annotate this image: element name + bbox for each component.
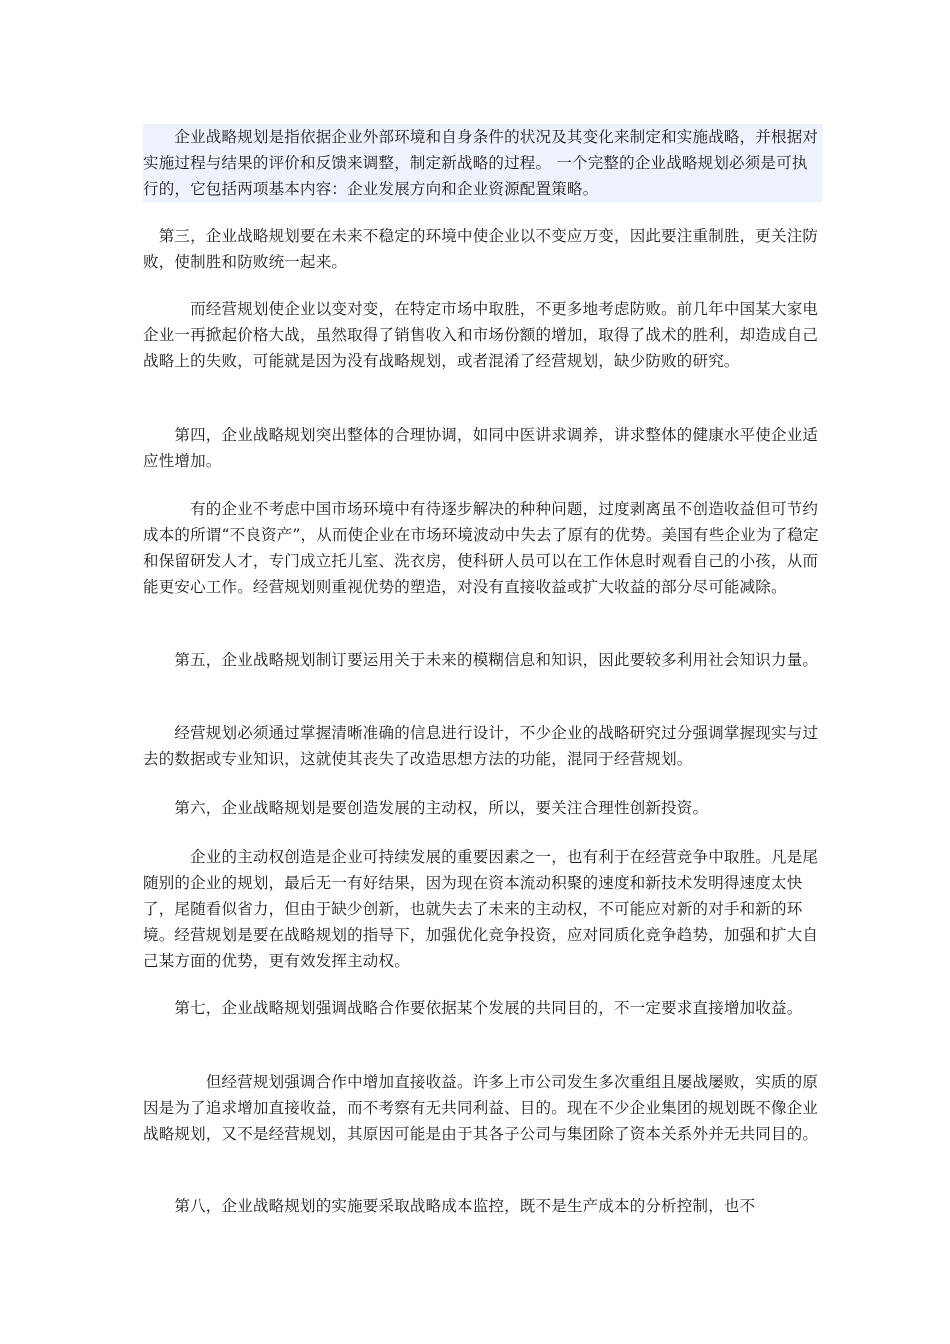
paragraph-point-6: 第六，企业战略规划是要创造发展的主动权，所以，要关注合理性创新投资。 [143, 799, 709, 817]
paragraph-point-3-detail: 而经营规划使企业以变对变，在特定市场中取胜，不更多地考虑防败。前几年中国某大家电企业一再掀起价格大战，虽然取得了销售收入和市场份额的增加，取得了战术的胜利，却造成自己战略上的失败，可能就是因为没有战略规划，或者混淆了经营规划，缺少防败的研究。 [143, 300, 819, 370]
paragraph-point-5-detail: 经营规划必须通过掌握清晰准确的信息进行设计，不少企业的战略研究过分强调掌握现实与过去的数据或专业知识，这就使其丧失了改造思想方法的功能，混同于经营规划。 [143, 724, 819, 768]
paragraph-point-4-detail: 有的企业不考虑中国市场环境中有待逐步解决的种种问题，过度剥离虽不创造收益但可节约成本的所谓“不良资产”，从而使企业在市场环境波动中失去了原有的优势。美国有些企业为了稳定和保留研发人才，专门成立托儿室、洗衣房，使科研人员可以在工作休息时观看自己的小孩，从而能更安心工作。经营规划则重视优势的塑造，对没有直接收益或扩大收益的部分尽可能减除。 [143, 500, 819, 596]
paragraph-point-4: 第四，企业战略规划突出整体的合理协调，如同中医讲求调养，讲求整体的健康水平使企业适应性增加。 [143, 426, 819, 470]
paragraph-point-5: 第五，企业战略规划制订要运用关于未来的模糊信息和知识，因此要较多利用社会知识力量。 [143, 651, 819, 669]
paragraph-intro: 企业战略规划是指依据企业外部环境和自身条件的状况及其变化来制定和实施战略，并根据对实施过程与结果的评价和反馈来调整，制定新战略的过程。 一个完整的企业战略规划必须是可执行的，它包括两项基本内容：企业发展方向和企业资源配置策略。 [143, 124, 823, 202]
paragraph-point-3: 第三，企业战略规划要在未来不稳定的环境中使企业以不变应万变，因此要注重制胜，更关注防败，使制胜和防败统一起来。 [143, 227, 819, 271]
paragraph-point-7-detail: 但经营规划强调合作中增加直接收益。许多上市公司发生多次重组且屡战屡败，实质的原因是为了追求增加直接收益，而不考察有无共同利益、目的。现在不少企业集团的规划既不像企业战略规划，又不是经营规划，其原因可能是由于其各子公司与集团除了资本关系外并无共同目的。 [143, 1073, 819, 1143]
paragraph-point-8: 第八，企业战略规划的实施要采取战略成本监控，既不是生产成本的分析控制，也不 [143, 1197, 756, 1215]
paragraph-point-6-detail: 企业的主动权创造是企业可持续发展的重要因素之一，也有利于在经营竞争中取胜。凡是尾随别的企业的规划，最后无一有好结果，因为现在资本流动积聚的速度和新技术发明得速度太快了，尾随看似省力，但由于缺少创新，也就失去了未来的主动权，不可能应对新的对手和新的环境。经营规划是要在战略规划的指导下，加强优化竞争投资，应对同质化竞争趋势，加强和扩大自己某方面的优势，更有效发挥主动权。 [143, 848, 819, 970]
paragraph-point-7: 第七，企业战略规划强调战略合作要依据某个发展的共同目的，不一定要求直接增加收益。 [143, 999, 803, 1017]
